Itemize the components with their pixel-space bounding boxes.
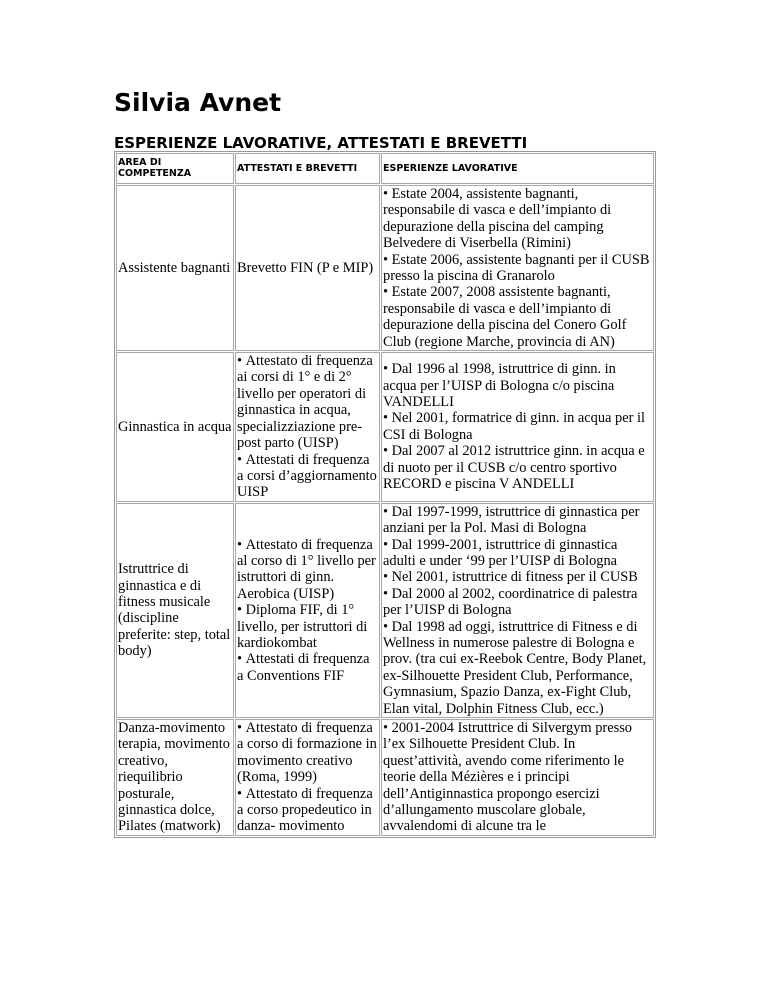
esperienza-item: • Nel 2001, istruttrice di fitness per il CUSB xyxy=(383,569,652,585)
esperienza-item: • Dal 2000 al 2002, coordinatrice di palestra per l’UISP di Bologna xyxy=(383,586,652,619)
attestato-item: • Attestato di frequenza al corso di 1° livello per istruttori di ginn. Aerobica (UISP) xyxy=(237,537,378,603)
esperienza-item: • Dal 1999-2001, istruttrice di ginnastica adulti e under ‘99 per l’UISP di Bologna xyxy=(383,537,652,570)
header-attestati: ATTESTATI E BREVETTI xyxy=(235,153,380,184)
document-title: Silvia Avnet xyxy=(114,88,282,117)
cell-attestati xyxy=(235,503,380,718)
attestato-item: • Attestati di frequenza a Conventions FIF xyxy=(237,651,378,684)
attestato-item: • Diploma FIF, di 1° livello, per istruttori di kardiokombat xyxy=(237,602,378,651)
esperienza-item: • Dal 2007 al 2012 istruttrice ginn. in acqua e di nuoto per il CUSB c/o centro sportivo RECORD e piscina V ANDELLI xyxy=(383,443,652,492)
esperienza-item: • Dal 1998 ad oggi, istruttrice di Fitness e di Wellness in numerose palestre di Bologna e prov. (tra cui ex-Reebok Centre, Body Planet, ex-Silhouette President Club, Performance, Gymnasium, Spazio Danza, ex-Fight Club, Elan vital, Dolphin Fitness Club, ecc.) xyxy=(383,619,652,717)
table-row xyxy=(116,185,654,351)
header-area: AREA DI COMPETENZA xyxy=(116,153,234,184)
cell-area: Ginnastica in acqua xyxy=(116,352,234,502)
header-esperienze: ESPERIENZE LAVORATIVE xyxy=(381,153,654,184)
cell-esperienze xyxy=(381,719,654,836)
esperienza-item: • Estate 2007, 2008 assistente bagnanti, responsabile di vasca e dell’impianto di depurazione della piscina del Conero Golf Club (regione Marche, provincia di AN) xyxy=(383,284,652,350)
cell-area: Istruttrice di ginnastica e di fitness musicale (discipline preferite: step, total body) xyxy=(116,503,234,718)
experience-table xyxy=(114,151,656,838)
cell-attestati xyxy=(235,719,380,836)
cell-esperienze xyxy=(381,503,654,718)
cell-esperienze xyxy=(381,352,654,502)
cell-attestati xyxy=(235,185,380,351)
document-page xyxy=(114,88,654,838)
table-row xyxy=(116,719,654,836)
cell-attestati xyxy=(235,352,380,502)
table-header-row xyxy=(116,153,654,184)
cell-esperienze xyxy=(381,185,654,351)
cell-area: Danza-movimento terapia, movimento creativo, riequilibrio posturale, ginnastica dolce, Pilates (matwork) xyxy=(116,719,234,836)
attestato-item: • Attestato di frequenza a corso propedeutico in danza- movimento xyxy=(237,786,378,835)
table-row xyxy=(116,352,654,502)
esperienza-item: • 2001-2004 Istruttrice di Silvergym presso l’ex Silhouette President Club. In quest’attività, avendo come riferimento le teorie della Mézières e i principi dell’Antiginnastica propongo esercizi d’allungamento muscolare globale, avvalendomi di alcune tra le xyxy=(383,720,652,835)
section-title: ESPERIENZE LAVORATIVE, ATTESTATI E BREVETTI xyxy=(114,134,528,152)
cell-area: Assistente bagnanti xyxy=(116,185,234,351)
esperienza-item: • Nel 2001, formatrice di ginn. in acqua per il CSI di Bologna xyxy=(383,410,652,443)
attestato-item: Brevetto FIN (P e MIP) xyxy=(237,259,374,276)
esperienza-item: • Estate 2004, assistente bagnanti, responsabile di vasca e dell’impianto di depurazione della piscina del camping Belvedere di Viserbella (Rimini) xyxy=(383,186,652,252)
table-row xyxy=(116,503,654,718)
attestato-item: • Attestati di frequenza a corsi d’aggiornamento UISP xyxy=(237,452,378,501)
esperienza-item: • Dal 1997-1999, istruttrice di ginnastica per anziani per la Pol. Masi di Bologna xyxy=(383,504,652,537)
attestato-item: • Attestato di frequenza ai corsi di 1° e di 2° livello per operatori di ginnastica in acqua, specializziazione pre-post parto (UISP) xyxy=(237,353,378,451)
esperienza-item: • Dal 1996 al 1998, istruttrice di ginn. in acqua per l’UISP di Bologna c/o piscina VANDELLI xyxy=(383,361,652,410)
esperienza-item: • Estate 2006, assistente bagnanti per il CUSB presso la piscina di Granarolo xyxy=(383,252,652,285)
attestato-item: • Attestato di frequenza a corso di formazione in movimento creativo (Roma, 1999) xyxy=(237,720,378,786)
